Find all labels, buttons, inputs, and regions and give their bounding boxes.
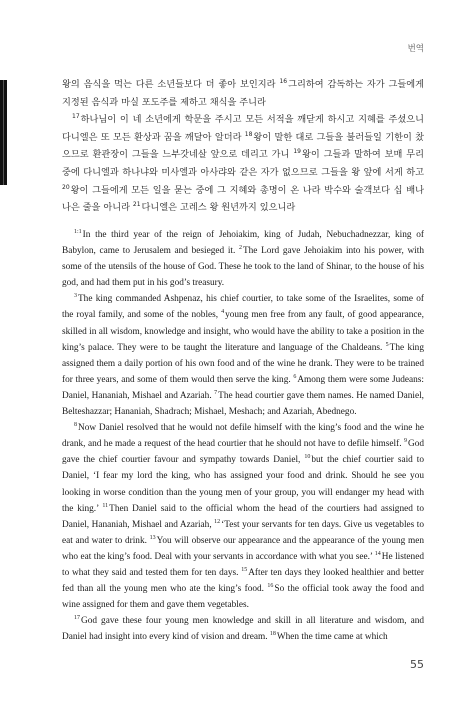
verse-text: The king assigned them a daily portion of his own food and of the wine he drank. They were to be trained for three years, and some of them would then serve the king. [62, 342, 424, 385]
page-number: 55 [410, 658, 424, 671]
verse-text: Then Daniel said to the official whom the head of the courtiers had assigned to Daniel, Hananiah, Mishael and Azariah, [62, 503, 424, 530]
verse-text: 왕의 음식을 먹는 다른 소년들보다 더 좋아 보인지라 [62, 79, 280, 90]
verse-text: 왕이 그들에게 모든 일을 묻는 중에 그 지혜와 총명이 온 나라 박수와 술객보다 십 배나 나은 줄을 아니라 [62, 184, 424, 214]
english-paragraph [62, 291, 424, 420]
korean-translation-text [62, 76, 424, 217]
verse-text: 하나님이 이 네 소년에게 학문을 주시고 모든 서적을 깨닫게 하시고 지혜를 주셨으니 다니엘은 또 모든 환상과 꿈을 깨달아 알더라 [62, 114, 424, 143]
verse-number: 18 [244, 130, 253, 138]
verse-number: 15 [241, 566, 248, 573]
verse-text: Now Daniel resolved that he would not defile himself with the king’s food and the wine he drank, and he made a request of the head courtier that he should not have to defile himself. [62, 423, 424, 450]
verse-text: The Lord gave Jehoiakim into his power, with some of the utensils of the house of God. These he took to the land of Shinar, to the house of his god, and had them put in his god’s treasury. [62, 246, 424, 289]
verse-number: 11 [102, 502, 109, 509]
verse-number: 8 [74, 422, 77, 429]
verse-text: The king commanded Ashpenaz, his chief courtier, to take some of the Israelites, some of the royal family, and some of the nobles, [62, 294, 424, 321]
verse-text: God gave the chief courtier favour and sympathy towards Daniel, [62, 439, 424, 466]
verse-number: 21 [132, 201, 141, 209]
verse-number: 14 [374, 550, 381, 557]
running-header: 번역 [407, 44, 424, 54]
english-translation-text [62, 227, 424, 645]
korean-paragraph [62, 111, 424, 217]
verse-number: 13 [149, 534, 156, 541]
verse-text: You will observe our appearance and the appearance of the young men who eat the king’s food. Deal with your servants in accordance with what you see.’ [62, 535, 424, 562]
verse-text: After ten days they looked healthier and better fed than all the young men who ate the king’s food. [62, 567, 424, 595]
verse-text: but the chief courtier said to Daniel, ‘I fear my lord the king, who has assigned your food and drink. Should he see you looking in worse condition than the young men of your group, you will endanger my head with the king.’ [62, 455, 424, 514]
verse-text: In the third year of the reign of Jehoiakim, king of Judah, Nebuchadnezzar, king of Babylon, came to Jerusalem and besieged it. [62, 230, 424, 257]
verse-text: The head courtier gave them names. He named Daniel, Belteshazzar; Hananiah, Shadrach; Mishael, Meshach; and Azariah, Abednego. [62, 390, 424, 418]
verse-number: 6 [293, 373, 297, 380]
verse-number: 2 [238, 245, 242, 252]
verse-text: He listened to what they said and tested them for ten days. [62, 551, 424, 578]
verse-text: 다니엘은 고레스 왕 원년까지 있으니라 [141, 202, 296, 214]
verse-number: 20 [62, 183, 70, 191]
chapter-tab-marker [0, 80, 7, 185]
verse-number: 12 [214, 518, 221, 525]
verse-number: 3 [74, 293, 77, 300]
verse-text: 왕이 말한 대로 그들을 불러들일 기한이 찼으므로 환관장이 그들을 느부갓네살 앞으로 데리고 가니 [62, 131, 424, 161]
verse-text: So the official took away the food and wine assigned for them and gave them vegetables. [62, 584, 424, 611]
verse-number: 17 [74, 615, 80, 622]
verse-number: 5 [385, 341, 389, 348]
verse-number: 7 [214, 389, 218, 396]
verse-text: When the time came at which [276, 632, 388, 643]
verse-number: 16 [279, 78, 288, 85]
english-paragraph [62, 613, 424, 645]
verse-text: 왕이 그들과 말하여 보매 무리 중에 다니엘과 하나냐와 미사엘과 아사랴와 같은 자가 없으므로 그들을 왕 앞에 서게 하고 [62, 149, 424, 178]
verse-number: 18 [269, 631, 276, 638]
verse-number: 4 [221, 309, 225, 316]
verse-text: Among them were some Judeans: Daniel, Hananiah, Mishael and Azariah. [62, 374, 424, 401]
verse-number: 1:1 [74, 229, 82, 235]
verse-number: 10 [304, 454, 311, 461]
verse-text: ‘Test your servants for ten days. Give us vegetables to eat and water to drink. [62, 519, 425, 546]
english-paragraph [62, 227, 424, 291]
verse-number: 16 [267, 583, 274, 590]
verse-number: 19 [293, 148, 301, 156]
verse-number: 17 [72, 113, 80, 121]
verse-text: God gave these four young men knowledge and skill in all literature and wisdom, and Daniel had insight into every kind of vision and dream. [62, 616, 424, 643]
verse-text: 그리하여 감독하는 자가 그들에게 지정된 음식과 마실 포도주를 제하고 채식을 주니라 [62, 79, 424, 108]
english-paragraph [62, 420, 424, 613]
verse-number: 9 [403, 438, 407, 445]
korean-paragraph [62, 76, 424, 111]
verse-text: young men free from any fault, of good appearance, skilled in all wisdom, knowledge and insight, who would have the ability to take a position in the king’s palace. They were to be taught the literature and language of the Chaldeans. [62, 310, 424, 353]
